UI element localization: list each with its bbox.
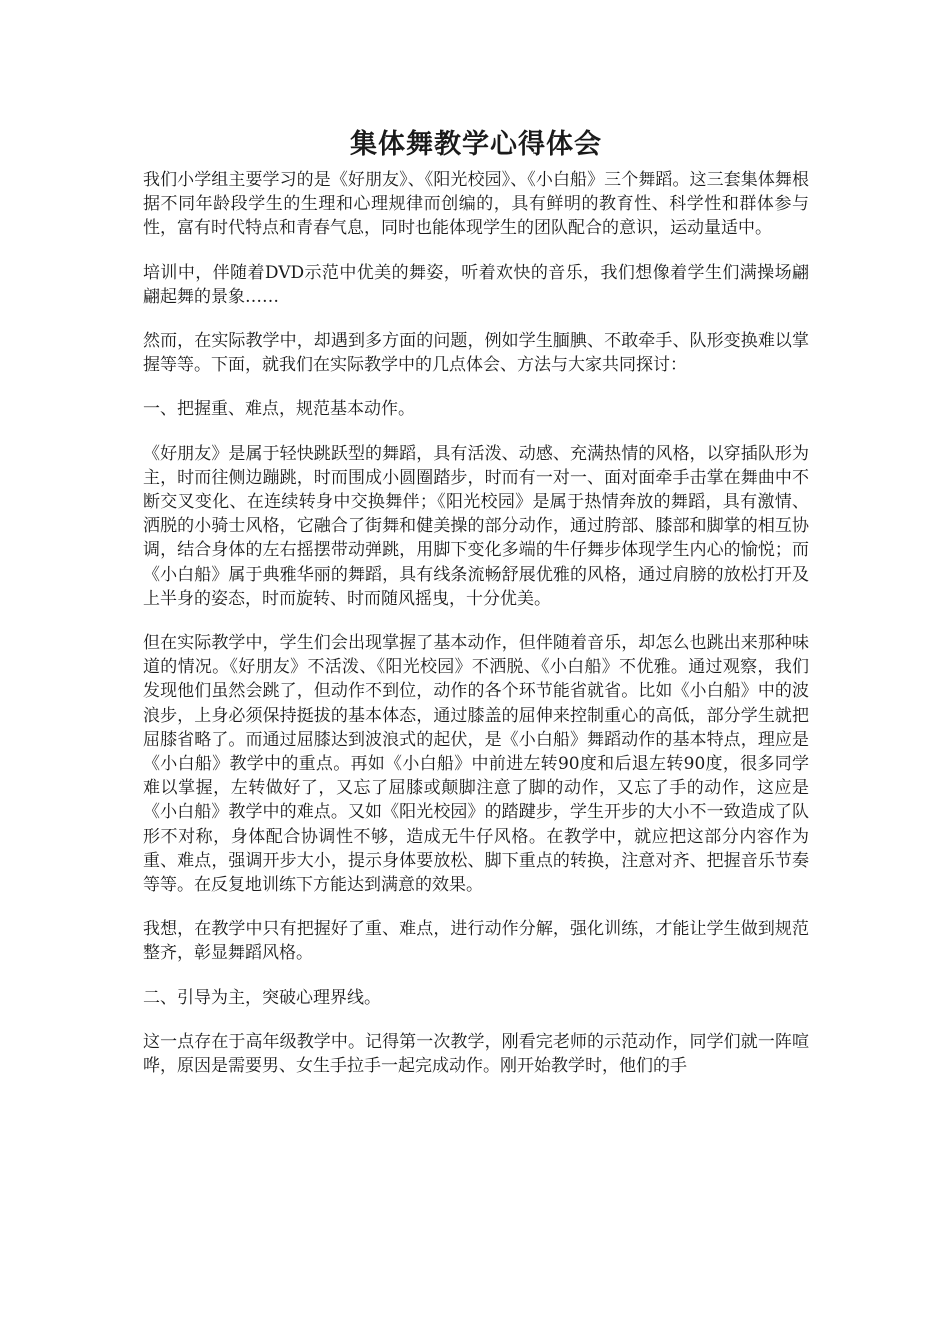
paragraph-reflection: 我想，在教学中只有把握好了重、难点，进行动作分解，强化训练，才能让学生做到规范整齐，彰显舞蹈风格。	[143, 919, 809, 964]
paragraph-intro: 我们小学组主要学习的是《好朋友》、《阳光校园》、《小白船》三个舞蹈。这三套集体舞根据不同年龄段学生的生理和心理规律而创编的，具有鲜明的教育性、科学性和群体参与性，富有时代特点和青春气息，同时也能体现学生的团队配合的意识，运动量适中。	[143, 170, 809, 239]
section-heading-2: 二、引导为主，突破心理界线。	[143, 987, 381, 1008]
paragraph-dance-styles: 《好朋友》是属于轻快跳跃型的舞蹈，具有活泼、动感、充满热情的风格，以穿插队形为主，时而往侧边蹦跳，时而围成小圆圈踏步，时而有一对一、面对面牵手击掌在舞曲中不断交叉变化、在连续转身中交换舞伴；《阳光校园》是属于热情奔放的舞蹈，具有激情、洒脱的小骑士风格，它融合了街舞和健美操的部分动作，通过胯部、膝部和脚掌的相互协调，结合身体的左右摇摆带动弹跳，用脚下变化多端的牛仔舞步体现学生内心的愉悦；而《小白船》属于典雅华丽的舞蹈，具有线条流畅舒展优雅的风格，通过肩膀的放松打开及上半身的姿态，时而旋转、时而随风摇曳，十分优美。	[143, 443, 809, 609]
paragraph-problems: 然而，在实际教学中，却遇到多方面的问题，例如学生腼腆、不敢牵手、队形变换难以掌握等等。下面，就我们在实际教学中的几点体会、方法与大家共同探讨：	[143, 331, 809, 376]
paragraph-training: 培训中，伴随着DVD示范中优美的舞姿，听着欢快的音乐，我们想像着学生们满操场翩翩起舞的景象……	[143, 262, 809, 307]
paragraph-teaching-issues: 但在实际教学中，学生们会出现掌握了基本动作，但伴随着音乐，却怎么也跳出来那种味道的情况。《好朋友》不活泼、《阳光校园》不洒脱、《小白船》不优雅。通过观察，我们发现他们虽然会跳了，但动作不到位，动作的各个环节能省就省。比如《小白船》中的波浪步，上身必须保持挺拔的基本体态，通过膝盖的屈伸来控制重心的高低，部分学生就把屈膝省略了。而通过屈膝达到波浪式的起伏，是《小白船》舞蹈动作的基本特点，理应是《小白船》教学中的重点。再如《小白船》中前进左转90度和后退左转90度，很多同学难以掌握，左转做好了，又忘了屈膝或颠脚注意了脚的动作，又忘了手的动作，这应是《小白船》教学中的难点。又如《阳光校园》的踏踺步，学生开步的大小不一致造成了队形不对称，身体配合协调性不够，造成无牛仔风格。在教学中，就应把这部分内容作为重、难点，强调开步大小，提示身体要放松、脚下重点的转换，注意对齐、把握音乐节奏等等。在反复地训练下方能达到满意的效果。	[143, 633, 809, 896]
section-heading-1: 一、把握重、难点，规范基本动作。	[143, 399, 415, 420]
paragraph-senior-grades: 这一点存在于高年级教学中。记得第一次教学，刚看完老师的示范动作，同学们就一阵喧哗，原因是需要男、女生手拉手一起完成动作。刚开始教学时，他们的手	[143, 1031, 809, 1077]
document-page	[143, 128, 809, 1098]
document-title: 集体舞教学心得体会	[350, 129, 602, 160]
